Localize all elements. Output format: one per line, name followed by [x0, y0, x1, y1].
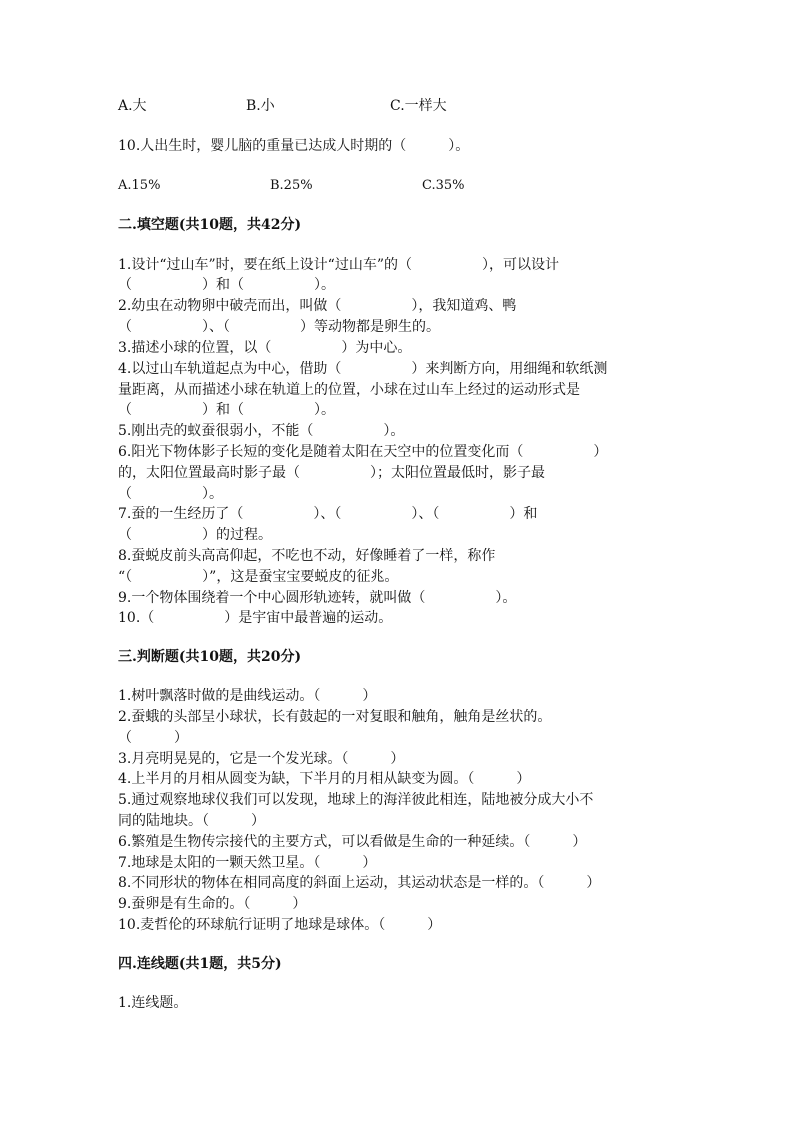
fill-line: （ ）和（ ）。: [118, 402, 335, 418]
fill-line: 7.蚕的一生经历了（ ）、（ ）、（ ）和: [118, 506, 538, 522]
q9-option-c: C.一样大: [390, 98, 447, 114]
judge-line: 7.地球是太阳的一颗天然卫星。（ ）: [118, 855, 377, 871]
section-2-heading: 二.填空题(共10题，共42分): [118, 217, 302, 233]
q9-option-a: A.大: [118, 98, 147, 114]
judge-line: （ ）: [118, 730, 188, 746]
q9-option-b: B.小: [246, 98, 275, 114]
judge-line: 10.麦哲伦的环球航行证明了地球是球体。（ ）: [118, 917, 442, 933]
judge-line: 5.通过观察地球仪我们可以发现，地球上的海洋彼此相连，陆地被分成大小不: [118, 792, 594, 808]
judge-line: 3.月亮明晃晃的，它是一个发光球。（ ）: [118, 751, 405, 767]
fill-line: 3.描述小球的位置，以（ ）为中心。: [118, 340, 412, 356]
q10-option-c: C.35%: [422, 178, 465, 193]
fill-line: （ ）。: [118, 486, 223, 502]
judge-line: 8.不同形状的物体在相同高度的斜面上运动，其运动状态是一样的。（ ）: [118, 875, 601, 891]
judge-line: 4.上半月的月相从圆变为缺，下半月的月相从缺变为圆。（ ）: [118, 771, 531, 787]
section-4-heading: 四.连线题(共1题，共5分): [118, 956, 282, 972]
fill-line: 的，太阳位置最高时影子最（ ）；太阳位置最低时，影子最: [118, 465, 545, 481]
fill-line: （ ）和（ ）。: [118, 277, 335, 293]
judge-line: 6.繁殖是生物传宗接代的主要方式，可以看做是生命的一种延续。（ ）: [118, 834, 587, 850]
fill-line: 8.蚕蜕皮前头高高仰起，不吃也不动，好像睡着了一样，称作: [118, 548, 496, 564]
judge-line: 9.蚕卵是有生命的。（ ）: [118, 896, 307, 912]
judge-line: 1.树叶飘落时做的是曲线运动。（ ）: [118, 688, 377, 704]
judge-line: 2.蚕蛾的头部呈小球状，长有鼓起的一对复眼和触角，触角是丝状的。: [118, 709, 552, 725]
section-3-heading: 三.判断题(共10题，共20分): [118, 649, 302, 665]
fill-line: 4.以过山车轨道起点为中心，借助（ ）来判断方向，用细绳和软纸测: [118, 361, 608, 377]
fill-line: （ ）、（ ）等动物都是卵生的。: [118, 319, 440, 335]
q10-stem: 10.人出生时，婴儿脑的重量已达成人时期的（ ）。: [118, 138, 470, 154]
q10-option-a: A.15%: [118, 178, 161, 193]
fill-line: 10.（ ）是宇宙中最普遍的运动。: [118, 610, 393, 626]
fill-line: 6.阳光下物体影子长短的变化是随着太阳在天空中的位置变化而（ ）: [118, 444, 608, 460]
fill-line: 5.刚出壳的蚁蚕很弱小，不能（ ）。: [118, 423, 405, 439]
judge-line: 同的陆地块。（ ）: [118, 813, 265, 829]
fill-line: 9.一个物体围绕着一个中心圆形轨迹转，就叫做（ ）。: [118, 590, 517, 606]
q10-option-b: B.25%: [270, 178, 313, 193]
fill-line: “（ ）”，这是蚕宝宝要蜕皮的征兆。: [118, 569, 399, 585]
matching-line: 1.连线题。: [118, 995, 188, 1011]
fill-line: 1.设计“过山车”时，要在纸上设计“过山车”的（ ），可以设计: [118, 257, 559, 273]
fill-line: 2.幼虫在动物卵中破壳而出，叫做（ ），我知道鸡、鸭: [118, 298, 517, 314]
fill-line: 量距离，从而描述小球在轨道上的位置，小球在过山车上经过的运动形式是: [118, 382, 580, 398]
fill-line: （ ）的过程。: [118, 527, 272, 543]
